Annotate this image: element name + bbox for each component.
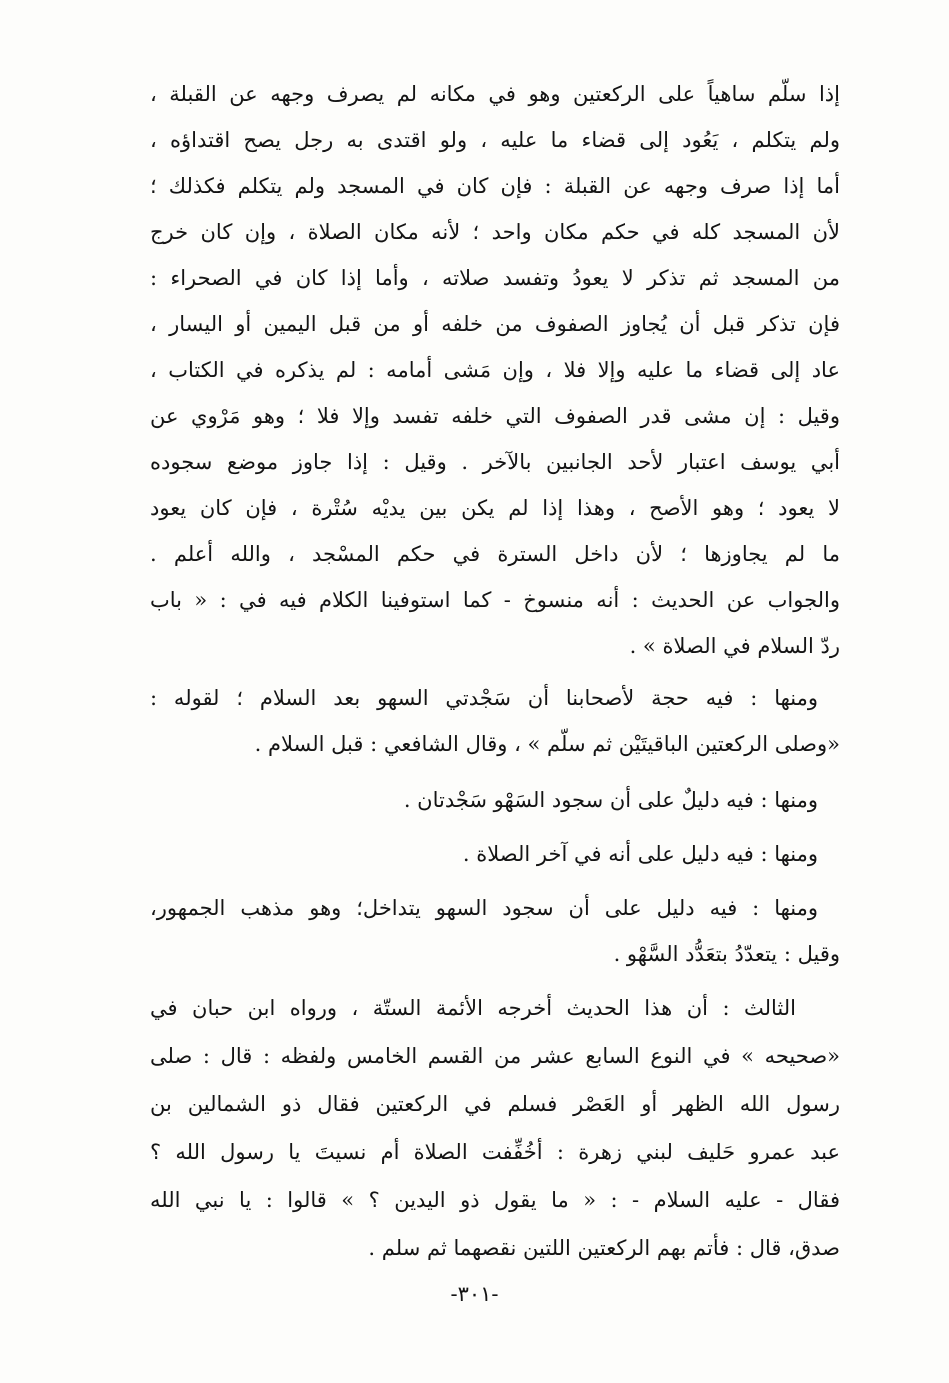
text-line: ومنها : فيه دليل على أن سجود السهو يتداخل؛ وهو مذهب الجمهور، [150, 896, 818, 920]
text-line: والجواب عن الحديث : أنه منسوخ - كما استوفينا الكلام فيه في : « باب [150, 588, 840, 612]
text-line: إذا سلّم ساهياً على الركعتين وهو في مكانه لم يصرف وجهه عن القبلة ، [150, 82, 840, 106]
text-line: وقيل : يتعدّدُ بتعَدُّد السَّهْو . [613, 942, 840, 966]
body-text [150, 72, 840, 1272]
text-line: «وصلى الركعتين الباقيتَيْن ثم سلّم » ، وقال الشافعي : قبل السلام . [254, 732, 840, 756]
text-line: الثالث : أن هذا الحديث أخرجه الأئمة الستّة ، ورواه ابن حبان في [150, 996, 796, 1020]
text-line: لأن المسجد كله في حكم مكان واحد ؛ لأنه مكان الصلاة ، وإن كان خرج [150, 220, 840, 244]
text-line: رسول الله الظهر أو العَصْر فسلم في الركعتين فقال ذو الشمالين بن [150, 1092, 840, 1116]
text-line: ومنها : فيه دليلٌ على أن سجود السَهْو سَجْدتان . [403, 788, 818, 812]
text-line: ومنها : فيه حجة لأصحابنا أن سَجْدتي السهو بعد السلام ؛ لقوله : [150, 686, 818, 710]
text-line: فإن تذكر قبل أن يُجاوز الصفوف من خلفه أو من قبل اليمين أو اليسار ، [150, 312, 840, 336]
text-line: فقال - عليه السلام - : « ما يقول ذو اليدين ؟ » قالوا : يا نبي الله [150, 1188, 840, 1212]
text-line: لا يعود ؛ وهو الأصح ، وهذا إذا لم يكن بين يديْه سُتْرة ، فإن كان يعود [150, 496, 840, 520]
page-number: -٣٠١- [450, 1282, 499, 1306]
text-line: عاد إلى قضاء ما عليه وإلا فلا ، وإن مَشى أمامه : لم يذكره في الكتاب ، [150, 358, 840, 382]
text-line: ردّ السلام في الصلاة » . [629, 634, 840, 658]
text-line: ومنها : فيه دليل على أنه في آخر الصلاة . [462, 842, 818, 866]
text-line: عبد عمرو حَليف لبني زهرة : أخُفِّفت الصلاة أم نسيتَ يا رسول الله ؟ [150, 1140, 840, 1164]
text-line: ما لم يجاوزها ؛ لأن داخل السترة في حكم المسْجد ، والله أعلم . [150, 542, 840, 566]
text-line: وقيل : إن مشى قدر الصفوف التي خلفه تفسد وإلا فلا ؛ وهو مَرْوي عن [150, 404, 840, 428]
text-line: صدق، قال : فأتم بهم الركعتين اللتين نقصهما ثم سلم . [368, 1236, 840, 1260]
text-line: من المسجد ثم تذكر لا يعودُ وتفسد صلاته ، وأما إذا كان في الصحراء : [150, 266, 840, 290]
text-line: «صحيحه » في النوع السابع عشر من القسم الخامس ولفظه : قال : صلى [150, 1044, 840, 1068]
text-line: ولم يتكلم ، يَعُود إلى قضاء ما عليه ، ولو اقتدى به رجل يصح اقتداؤه ، [150, 128, 840, 152]
text-line: أبي يوسف اعتبار لأحد الجانبين بالآخر . وقيل : إذا جاوز موضع سجوده [150, 450, 840, 474]
text-line: أما إذا صرف وجهه عن القبلة : فإن كان في المسجد ولم يتكلم فكذلك ؛ [150, 174, 840, 198]
